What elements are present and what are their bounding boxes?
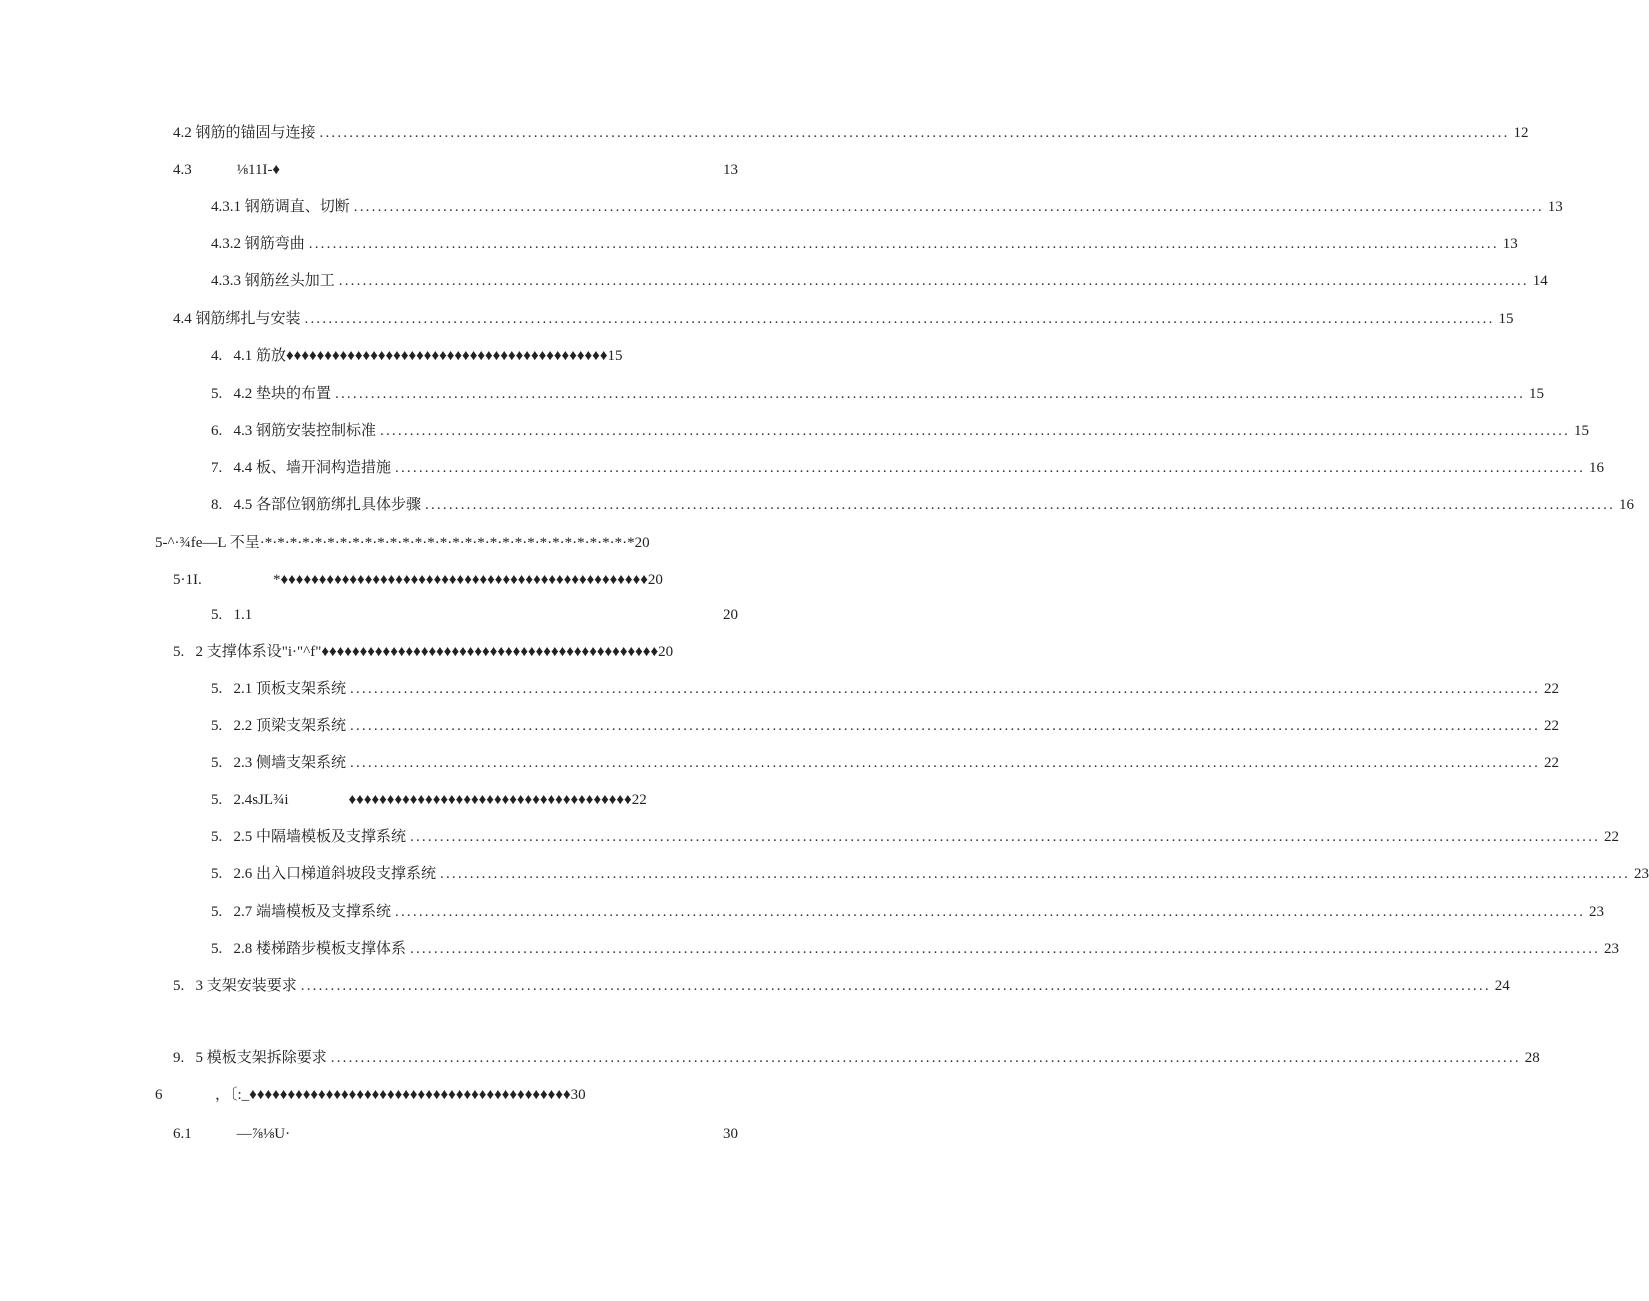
toc-dot-leader: ........................................................................................................................................................................................................ — [300, 978, 1491, 994]
toc-page-number: 14 — [1532, 273, 1548, 289]
toc-page-number: 22 — [1544, 718, 1560, 734]
toc-dot-leader: ........................................................................................................................................................................................................ — [304, 311, 1495, 327]
toc-entry-garbled-leader: ♦♦♦♦♦♦♦♦♦♦♦♦♦♦♦♦♦♦♦♦♦♦♦♦♦♦♦♦♦♦♦♦♦♦♦♦♦22 — [288, 792, 647, 808]
toc-entry-title: 6.1 —⅞⅛U· — [173, 1126, 291, 1142]
toc-page-number: 22 — [1544, 755, 1560, 771]
toc-page-number: 23 — [1634, 866, 1649, 882]
toc-dot-leader: ........................................................................................................................................................................................................ — [395, 460, 1586, 476]
toc-page-number: 30 — [723, 1126, 738, 1142]
toc-entry[interactable] — [211, 270, 1548, 292]
toc-entry-title: 5. 2.6 出入口梯道斜坡段支撑系统 — [211, 866, 437, 882]
toc-dot-leader: ........................................................................................................................................................................................................ — [395, 904, 1586, 920]
toc-entry-title: 7. 4.4 板、墙开洞构造措施 — [211, 460, 392, 476]
toc-entry[interactable] — [211, 752, 1560, 774]
toc-page-number: 13 — [1502, 236, 1518, 252]
toc-entry[interactable] — [211, 678, 1560, 700]
toc-dot-leader: ........................................................................................................................................................................................................ — [350, 755, 1541, 771]
toc-entry-title: 5-^·¾fe—L 不呈 — [155, 535, 260, 551]
toc-dot-leader: ........................................................................................................................................................................................................ — [410, 829, 1601, 845]
toc-entry[interactable] — [211, 420, 1590, 442]
toc-entry[interactable] — [173, 641, 673, 663]
toc-page-number: 22 — [1544, 681, 1560, 697]
toc-entry[interactable] — [211, 233, 1518, 255]
toc-entry[interactable] — [211, 789, 647, 811]
toc-entry-title: 5. 2.1 顶板支架系统 — [211, 681, 347, 697]
toc-entry-title: 5. 2.3 侧墙支架系统 — [211, 755, 347, 771]
toc-entry[interactable] — [211, 457, 1605, 479]
toc-entry-title: 5. 4.2 垫块的布置 — [211, 386, 332, 402]
toc-dot-leader: ........................................................................................................................................................................................................ — [380, 423, 1571, 439]
toc-entry-title: 6 ，〔:_ — [155, 1087, 250, 1103]
toc-dot-leader: ........................................................................................................................................................................................................ — [350, 681, 1541, 697]
toc-entry-title: 4.3 ⅛11I-♦ — [173, 162, 281, 178]
toc-entry[interactable] — [211, 901, 1605, 923]
toc-entry[interactable] — [211, 826, 1620, 848]
toc-page-number: 15 — [1498, 311, 1514, 327]
toc-page-number: 16 — [1619, 497, 1635, 513]
toc-entry-garbled-leader: ♦♦♦♦♦♦♦♦♦♦♦♦♦♦♦♦♦♦♦♦♦♦♦♦♦♦♦♦♦♦♦♦♦♦♦♦♦♦♦♦♦♦15 — [286, 348, 623, 364]
toc-entry-garbled-leader: *♦♦♦♦♦♦♦♦♦♦♦♦♦♦♦♦♦♦♦♦♦♦♦♦♦♦♦♦♦♦♦♦♦♦♦♦♦♦♦♦♦♦♦♦♦♦♦♦20 — [273, 572, 663, 588]
toc-entry-title: 4.3.3 钢筋丝头加工 — [211, 273, 335, 289]
toc-entry[interactable] — [173, 1123, 738, 1145]
toc-dot-leader: ........................................................................................................................................................................................................ — [440, 866, 1631, 882]
toc-entry[interactable] — [211, 494, 1635, 516]
toc-page-number: 12 — [1513, 125, 1529, 141]
toc-entry[interactable] — [211, 715, 1560, 737]
toc-page-number: 13 — [1547, 199, 1563, 215]
toc-entry-title: 4.3.2 钢筋弯曲 — [211, 236, 305, 252]
toc-page-number: 23 — [1589, 904, 1605, 920]
toc-dot-leader: ........................................................................................................................................................................................................ — [350, 718, 1541, 734]
toc-entry[interactable] — [211, 604, 738, 626]
toc-entry[interactable] — [155, 532, 650, 554]
toc-entry[interactable] — [173, 159, 738, 181]
toc-entry-title: 5. 1.1 — [211, 607, 253, 623]
toc-entry[interactable] — [211, 196, 1563, 218]
toc-entry[interactable] — [155, 1084, 586, 1106]
toc-entry-title: 4.2 钢筋的锚固与连接 — [173, 125, 316, 141]
toc-page-number: 13 — [723, 162, 738, 178]
toc-page-number: 20 — [723, 607, 738, 623]
toc-entry[interactable] — [173, 122, 1529, 144]
toc-entry[interactable] — [211, 383, 1545, 405]
toc-page-number: 16 — [1589, 460, 1605, 476]
toc-entry-title: 4.4 钢筋绑扎与安装 — [173, 311, 301, 327]
toc-entry-title: 5. 2.4sJL¾i — [211, 792, 289, 808]
toc-entry-title: 5. 2.7 端墙模板及支撑系统 — [211, 904, 392, 920]
toc-entry-title: 5. 2 支撑体系设"i·"^f" — [173, 644, 322, 660]
toc-entry[interactable] — [211, 863, 1649, 885]
toc-page-number: 15 — [1574, 423, 1590, 439]
toc-entry-title: 9. 5 模板支架拆除要求 — [173, 1050, 327, 1066]
toc-entry[interactable] — [173, 569, 663, 591]
toc-dot-leader: ........................................................................................................................................................................................................ — [353, 199, 1544, 215]
toc-entry[interactable] — [211, 345, 622, 367]
toc-entry-title: 6. 4.3 钢筋安装控制标准 — [211, 423, 377, 439]
toc-entry-title: 5. 2.8 楼梯踏步模板支撑体系 — [211, 941, 407, 957]
toc-dot-leader: ........................................................................................................................................................................................................ — [330, 1050, 1521, 1066]
toc-page-number: 23 — [1604, 941, 1620, 957]
toc-entry-garbled-leader: ♦♦♦♦♦♦♦♦♦♦♦♦♦♦♦♦♦♦♦♦♦♦♦♦♦♦♦♦♦♦♦♦♦♦♦♦♦♦♦♦♦♦30 — [249, 1087, 586, 1103]
toc-page-number: 15 — [1529, 386, 1545, 402]
toc-entry[interactable] — [173, 975, 1510, 997]
toc-entry-garbled-leader: ·*·*·*·*·*·*·*·*·*·*·*·*·*·*·*·*·*·*·*·*·*·*·*·*·*·*·*·*·*·*20 — [259, 535, 650, 551]
toc-entry-title: 5·1I. — [173, 572, 273, 588]
toc-entry[interactable] — [173, 1047, 1540, 1069]
toc-dot-leader: ........................................................................................................................................................................................................ — [338, 273, 1529, 289]
toc-page-number: 24 — [1494, 978, 1510, 994]
toc-dot-leader: ........................................................................................................................................................................................................ — [308, 236, 1499, 252]
toc-dot-leader: ........................................................................................................................................................................................................ — [319, 125, 1510, 141]
toc-entry[interactable] — [211, 938, 1620, 960]
toc-entry-title: 8. 4.5 各部位钢筋绑扎具体步骤 — [211, 497, 422, 513]
toc-entry-title: 5. 3 支架安装要求 — [173, 978, 297, 994]
toc-page-number: 28 — [1524, 1050, 1540, 1066]
toc-entry-title: 4.3.1 钢筋调直、切断 — [211, 199, 350, 215]
toc-entry-title: 4. 4.1 筋放 — [211, 348, 287, 364]
toc-dot-leader: ........................................................................................................................................................................................................ — [425, 497, 1616, 513]
toc-entry-garbled-leader: ♦♦♦♦♦♦♦♦♦♦♦♦♦♦♦♦♦♦♦♦♦♦♦♦♦♦♦♦♦♦♦♦♦♦♦♦♦♦♦♦♦♦♦♦20 — [321, 644, 674, 660]
toc-dot-leader: ........................................................................................................................................................................................................ — [335, 386, 1526, 402]
toc-dot-leader: ........................................................................................................................................................................................................ — [410, 941, 1601, 957]
toc-entry[interactable] — [173, 308, 1514, 330]
toc-entry-title: 5. 2.2 顶梁支架系统 — [211, 718, 347, 734]
toc-entry-title: 5. 2.5 中隔墙模板及支撑系统 — [211, 829, 407, 845]
toc-page-number: 22 — [1604, 829, 1620, 845]
